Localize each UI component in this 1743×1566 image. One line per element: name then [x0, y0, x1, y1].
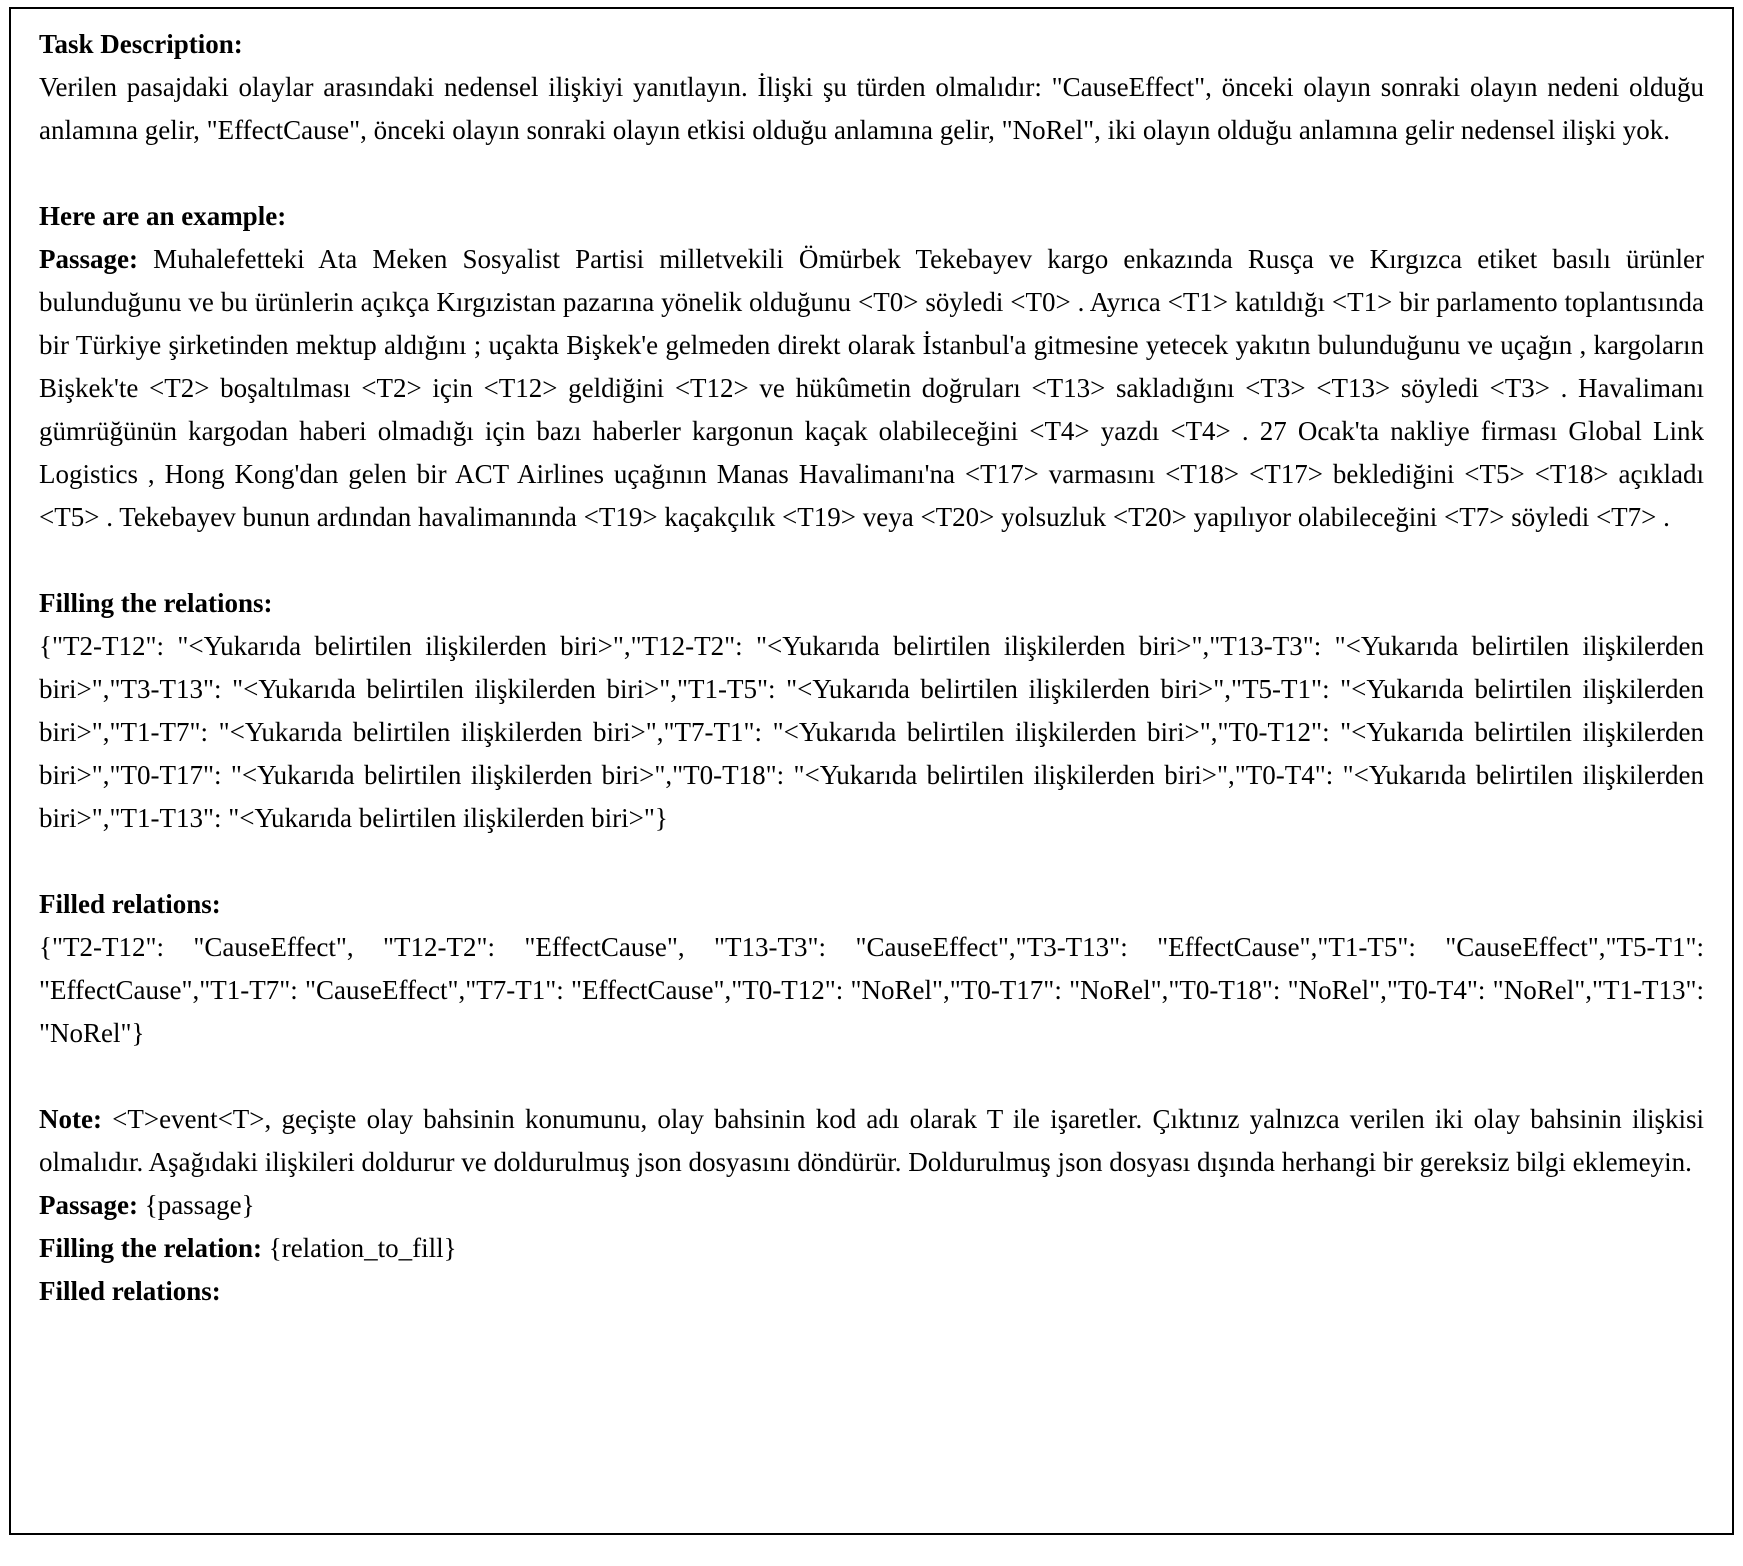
filled-relations-template-line	[39, 1270, 1704, 1313]
task-description-body	[39, 66, 1704, 152]
filling-relation-template-line	[39, 1227, 1704, 1270]
example-passage	[39, 238, 1704, 539]
filled-relations-json-text: {"T2-T12": "CauseEffect", "T12-T2": "EffectCause", "T13-T3": "CauseEffect","T3-T13": "EffectCause","T1-T5": "CauseEffect","T5-T1": "EffectCause","T1-T7": "CauseEffect","T7-T1": "EffectCause","T0-T12": "NoRel","T0-T17": "NoRel","T0-T18": "NoRel","T0-T4": "NoRel","T1-T13": "NoRel"}	[39, 932, 1704, 1048]
filling-relations-heading	[39, 582, 1704, 625]
passage-template-line	[39, 1184, 1704, 1227]
filling-relations-json-text: {"T2-T12": "<Yukarıda belirtilen ilişkilerden biri>","T12-T2": "<Yukarıda belirtilen ilişkilerden biri>","T13-T3": "<Yukarıda belirtilen ilişkilerden biri>","T3-T13": "<Yukarıda belirtilen ilişkilerden biri>","T1-T5": "<Yukarıda belirtilen ilişkilerden biri>","T5-T1": "<Yukarıda belirtilen ilişkilerden biri>","T1-T7": "<Yukarıda belirtilen ilişkilerden biri>","T7-T1": "<Yukarıda belirtilen ilişkilerden biri>","T0-T12": "<Yukarıda belirtilen ilişkilerden biri>","T0-T17": "<Yukarıda belirtilen ilişkilerden biri>","T0-T18": "<Yukarıda belirtilen ilişkilerden biri>","T0-T4": "<Yukarıda belirtilen ilişkilerden biri>","T1-T13": "<Yukarıda belirtilen ilişkilerden biri>"}	[39, 631, 1704, 833]
filled-relations-heading	[39, 883, 1704, 926]
filling-relations-label: Filling the relations:	[39, 588, 273, 618]
note-paragraph	[39, 1098, 1704, 1184]
example-heading	[39, 195, 1704, 238]
prompt-card	[9, 7, 1734, 1535]
note-label: Note:	[39, 1104, 102, 1134]
passage-text: Muhalefetteki Ata Meken Sosyalist Partisi milletvekili Ömürbek Tekebayev kargo enkazında Rusça ve Kırgızca etiket basılı ürünler bulunduğunu ve bu ürünlerin açıkça Kırgızistan pazarına yönelik olduğunu <T0> söyledi <T0> . Ayrıca <T1> katıldığı <T1> bir parlamento toplantısında bir Türkiye şirketinden mektup aldığını ; uçakta Bişkek'e gelmeden direkt olarak İstanbul'a gitmesine yetecek yakıtın bulunduğunu ve uçağın , kargoların Bişkek'te <T2> boşaltılması <T2> için <T12> geldiğini <T12> ve hükûmetin doğruları <T13> sakladığını <T3> <T13> söyledi <T3> . Havalimanı gümrüğünün kargodan haberi olmadığı için bazı haberler kargonun kaçak olabileceğini <T4> yazdı <T4> . 27 Ocak'ta nakliye firması Global Link Logistics , Hong Kong'dan gelen bir ACT Airlines uçağının Manas Havalimanı'na <T17> varmasını <T18> <T17> beklediğini <T5> <T18> açıkladı <T5> . Tekebayev bunun ardından havalimanında <T19> kaçakçılık <T19> veya <T20> yolsuzluk <T20> yapılıyor olabileceğini <T7> söyledi <T7> .	[39, 244, 1704, 532]
filling-relations-json	[39, 625, 1704, 840]
passage-label: Passage:	[39, 244, 138, 274]
passage-template-label: Passage:	[39, 1190, 138, 1220]
filled-relations-json	[39, 926, 1704, 1055]
filled-relations-label: Filled relations:	[39, 889, 221, 919]
filling-relation-template-value: {relation_to_fill}	[262, 1233, 457, 1263]
filling-relation-template-label: Filling the relation:	[39, 1233, 262, 1263]
passage-template-value: {passage}	[137, 1190, 255, 1220]
task-description-label: Task Description:	[39, 29, 243, 59]
note-text: <T>event<T>, geçişte olay bahsinin konumunu, olay bahsinin kod adı olarak T ile işaretler. Çıktınız yalnızca verilen iki olay bahsinin ilişkisi olmalıdır. Aşağıdaki ilişkileri doldurur ve doldurulmuş json dosyasını döndürür. Doldurulmuş json dosyası dışında herhangi bir gereksiz bilgi eklemeyin.	[39, 1104, 1704, 1177]
task-description-heading	[39, 23, 1704, 66]
filled-relations-template-label: Filled relations:	[39, 1276, 221, 1306]
task-description-body-text: Verilen pasajdaki olaylar arasındaki nedensel ilişkiyi yanıtlayın. İlişki şu türden olmalıdır: "CauseEffect", önceki olayın sonraki olayın nedeni olduğu anlamına gelir, "EffectCause", önceki olayın sonraki olayın etkisi olduğu anlamına gelir, "NoRel", iki olayın olduğu anlamına gelir nedensel ilişki yok.	[39, 72, 1704, 145]
example-heading-label: Here are an example:	[39, 201, 287, 231]
